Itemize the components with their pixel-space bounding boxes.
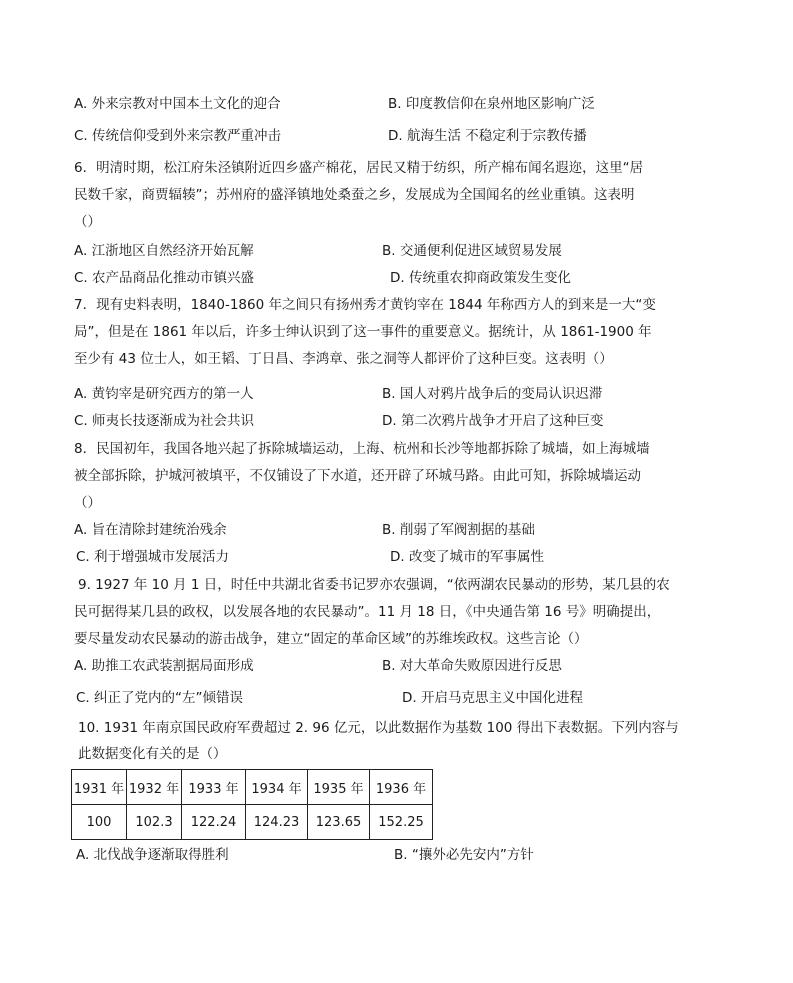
q8-stem-line-3: （） (74, 495, 101, 511)
q6-stem-line-1: 6．明清时期，松江府朱泾镇附近四乡盛产棉花，居民又精于纺织，所产棉布闻名遐迩，这里“居 (74, 160, 644, 176)
table-header-cell: 1931 年 (72, 770, 127, 805)
q8-stem-line-2: 被全部拆除，护城河被填平，不仅铺设了下水道，还开辟了环城马路。由此可知，拆除城墙运动 (74, 468, 641, 484)
military-spending-table (71, 769, 433, 840)
table-cell: 152.25 (370, 805, 433, 840)
q9-stem-line-2: 民可据得某几县的政权，以发展各地的农民暴动”。11 月 18 日，《中央通告第 16 号》明确提出， (74, 604, 661, 620)
q8-option-b: B. 削弱了军阀割据的基础 (382, 522, 535, 538)
q6-stem-line-2: 民数千家，商贾辐辏”；苏州府的盛泽镇地处桑蚕之乡，发展成为全国闻名的丝业重镇。这表明 (74, 187, 635, 203)
table-header-row (72, 770, 433, 805)
q10-option-b: B. “攘外必先安内”方针 (394, 847, 534, 863)
q9-option-c: C. 纠正了党内的“左”倾错误 (76, 690, 243, 706)
q5-option-a: A. 外来宗教对中国本土文化的迎合 (74, 96, 281, 112)
table-cell: 123.65 (308, 805, 370, 840)
q9-option-a: A. 助推工农武装割据局面形成 (74, 658, 254, 674)
q7-option-d: D. 第二次鸦片战争才开启了这种巨变 (382, 413, 604, 429)
q8-option-a: A. 旨在清除封建统治残余 (74, 522, 227, 538)
q10-stem-line-2: 此数据变化有关的是（） (78, 746, 227, 762)
table-header-cell: 1936 年 (370, 770, 433, 805)
q9-stem-line-1: 9. 1927 年 10 月 1 日，时任中共湖北省委书记罗亦农强调，“依两湖农民暴动的形势，某几县的农 (78, 577, 670, 593)
q7-stem-line-2: 局”，但是在 1861 年以后，许多士绅认识到了这一事件的重要意义。据统计，从 1861-1900 年 (74, 324, 652, 340)
q7-option-c: C. 师夷长技逐渐成为社会共识 (74, 413, 255, 429)
q7-stem-line-1: 7．现有史料表明，1840-1860 年之间只有扬州秀才黄钧宰在 1844 年称西方人的到来是一大“变 (74, 297, 656, 313)
table-header-cell: 1935 年 (308, 770, 370, 805)
q7-option-b: B. 国人对鸦片战争后的变局认识迟滞 (382, 386, 603, 402)
table-cell: 100 (72, 805, 127, 840)
q7-option-a: A. 黄钧宰是研究西方的第一人 (74, 386, 254, 402)
table-header-cell: 1933 年 (182, 770, 246, 805)
table-cell: 102.3 (127, 805, 182, 840)
q8-stem-line-1: 8．民国初年，我国各地兴起了拆除城墙运动，上海、杭州和长沙等地都拆除了城墙，如上海城墙 (74, 441, 650, 457)
q6-option-b: B. 交通便利促进区域贸易发展 (382, 243, 562, 259)
q6-stem-line-3: （） (74, 214, 101, 230)
table-header-cell: 1932 年 (127, 770, 182, 805)
q6-option-c: C. 农产品商品化推动市镇兴盛 (74, 270, 255, 286)
q9-option-b: B. 对大革命失败原因进行反思 (382, 658, 562, 674)
q9-stem-line-3: 要尽量发动农民暴动的游击战争，建立“固定的革命区域”的苏维埃政权。这些言论（） (74, 631, 588, 647)
q5-option-b: B. 印度教信仰在泉州地区影响广泛 (388, 96, 595, 112)
q7-stem-line-3: 至少有 43 位士人，如王韬、丁日昌、李鸿章、张之洞等人都评价了这种巨变。这表明（） (74, 351, 613, 367)
table-header-cell: 1934 年 (246, 770, 308, 805)
table-cell: 124.23 (246, 805, 308, 840)
q6-option-a: A. 江浙地区自然经济开始瓦解 (74, 243, 254, 259)
q9-option-d: D. 开启马克思主义中国化进程 (402, 690, 583, 706)
table-row (72, 805, 433, 840)
q10-stem-line-1: 10. 1931 年南京国民政府军费超过 2. 96 亿元，以此数据作为基数 100 得出下表数据。下列内容与 (78, 720, 679, 736)
q8-option-c: C. 利于增强城市发展活力 (76, 549, 230, 565)
table-cell: 122.24 (182, 805, 246, 840)
q10-option-a: A. 北伐战争逐渐取得胜利 (76, 847, 229, 863)
q8-option-d: D. 改变了城市的军事属性 (390, 549, 544, 565)
q5-option-d: D. 航海生活 不稳定利于宗教传播 (388, 128, 587, 144)
q5-option-c: C. 传统信仰受到外来宗教严重冲击 (74, 128, 282, 144)
q6-option-d: D. 传统重农抑商政策发生变化 (390, 270, 571, 286)
